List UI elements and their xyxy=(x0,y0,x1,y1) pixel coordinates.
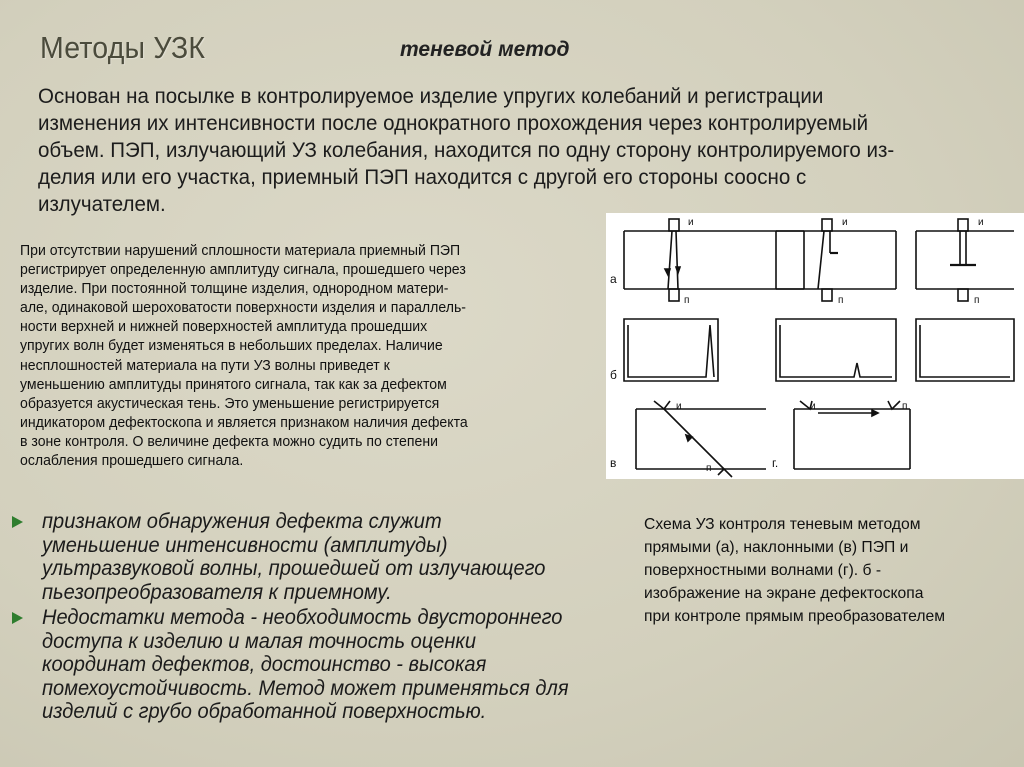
bullet-line: уменьшение интенсивности (амплитуды) xyxy=(42,533,448,557)
beam-a2 xyxy=(818,231,830,289)
body-line: ности верхней и нижней поверхностей амплитуда прошедших xyxy=(20,319,428,336)
bullet-line: признаком обнаружения дефекта служит xyxy=(42,510,442,533)
bullet-arrow-icon xyxy=(12,516,23,528)
label-g: г. xyxy=(772,456,779,470)
label-emitter-g: и xyxy=(810,401,816,412)
screen-b2 xyxy=(776,319,896,381)
label-emitter-a2: и xyxy=(842,217,848,228)
bullet-line: изделий с грубо обработанной поверхностью. xyxy=(42,700,487,723)
bullet-line: помехоустойчивость. Метод может применяться для xyxy=(42,676,569,700)
label-receiver-v: п xyxy=(706,463,712,474)
body-line: индикатором дефектоскопа и является признаком наличия дефекта xyxy=(20,414,468,431)
bullet-text xyxy=(42,510,604,604)
receiver-g xyxy=(888,401,900,409)
bullet-text xyxy=(42,606,604,724)
trace-b2 xyxy=(780,325,892,377)
plate-g xyxy=(794,409,910,469)
receiver-a1 xyxy=(669,289,679,301)
label-receiver-a2: п xyxy=(838,295,844,306)
slide-title: Методы УЗК xyxy=(40,30,206,65)
bullet-line: Недостатки метода - необходимость двустороннего xyxy=(42,606,563,629)
body-line: образуется акустическая тень. Это уменьшение регистрируется xyxy=(20,395,440,412)
label-receiver-a3: п xyxy=(974,295,980,306)
slide-subtitle: теневой метод xyxy=(400,38,570,61)
arrow-v xyxy=(686,435,692,441)
label-a: а xyxy=(610,272,617,286)
label-emitter-v: и xyxy=(676,401,682,412)
screen-b3 xyxy=(916,319,1014,381)
body-line: При отсутствии нарушений сплошности материала приемный ПЭП xyxy=(20,243,461,259)
receiver-a3 xyxy=(958,289,968,301)
arrows-a1 xyxy=(665,267,680,275)
caption-line: прямыми (а), наклонными (в) ПЭП и xyxy=(644,539,909,556)
receiver-a2 xyxy=(822,289,832,301)
bullet-item xyxy=(10,606,630,724)
plate-a3 xyxy=(916,231,1014,289)
body-line: ослабления прошедшего сигнала. xyxy=(20,453,244,470)
label-receiver-g: п xyxy=(902,401,908,412)
caption-line: изображение на экране дефектоскопа xyxy=(644,585,924,602)
bullet-line: доступа к изделию и малая точность оценки xyxy=(42,629,477,653)
body-line: регистрирует определенную амплитуду сигнала, прошедшего через xyxy=(20,262,466,279)
trace-b1 xyxy=(628,325,714,377)
intro-line: Основан на посылке в контролируемое изделие упругих колебаний и регистрации xyxy=(38,84,824,108)
receiver-v xyxy=(718,469,732,477)
arrow-g xyxy=(872,410,878,416)
label-b: б xyxy=(610,368,617,382)
body-line: уменьшению амплитуды принятого сигнала, так как за дефектом xyxy=(20,376,447,393)
ultrasonic-scheme-figure xyxy=(606,213,1024,479)
bullet-line: координат дефектов, достоинство - высокая xyxy=(42,653,487,676)
caption-line: поверхностными волнами (г). б - xyxy=(644,562,882,579)
body-line: в зоне контроля. О величине дефекта можно судить по степени xyxy=(20,433,438,450)
row-b-screens xyxy=(624,319,1014,381)
body-line: несплошностей материала на пути УЗ волны приведет к xyxy=(20,357,390,374)
plate-v xyxy=(636,409,766,469)
emitter-v xyxy=(654,401,670,409)
bullet-item xyxy=(10,510,630,604)
plate-a2-edges xyxy=(776,231,896,289)
emitter-a3 xyxy=(958,219,968,231)
emitter-a1 xyxy=(669,219,679,231)
plate-a1 xyxy=(624,231,804,289)
figure-caption xyxy=(644,513,1016,628)
intro-line: изменения их интенсивности после однократного прохождения через контролируемый xyxy=(38,111,869,135)
bullet-arrow-icon xyxy=(12,612,23,624)
intro-line: делия или его участка, приемный ПЭП находится с другой его стороны соосно с xyxy=(38,165,807,189)
body-line: изделие. При постоянной толщине изделия, однородном матери- xyxy=(20,281,449,298)
beam-a3 xyxy=(960,231,966,265)
label-receiver-a1: п xyxy=(684,295,690,306)
intro-line: излучателем. xyxy=(38,192,166,216)
emitter-a2 xyxy=(822,219,832,231)
beam-v xyxy=(664,409,724,469)
label-v: в xyxy=(610,456,617,470)
caption-line: Схема УЗ контроля теневым методом xyxy=(644,516,921,533)
bullet-line: пьезопреобразователя к приемному. xyxy=(42,580,392,604)
screen-b1 xyxy=(624,319,718,381)
row-a-plates xyxy=(624,219,1014,301)
body-line: але, одинаковой шероховатости поверхности изделия и параллель- xyxy=(20,300,466,317)
body-paragraph xyxy=(20,242,575,471)
bullet-list xyxy=(10,510,630,726)
intro-paragraph xyxy=(38,83,955,218)
trace-b3 xyxy=(920,325,1010,377)
label-emitter-a1: и xyxy=(688,217,694,228)
label-emitter-a3: и xyxy=(978,217,984,228)
plate-a2 xyxy=(774,231,908,289)
bullet-line: ультразвуковой волны, прошедшей от излучающего xyxy=(42,557,546,580)
intro-line: объем. ПЭП, излучающий УЗ колебания, находится по одну сторону контролируемого из- xyxy=(38,138,895,162)
beam-a1 xyxy=(668,231,678,289)
body-line: упругих волн будет изменяться в небольших пределах. Наличие xyxy=(20,338,443,355)
caption-line: при контроле прямым преобразователем xyxy=(644,608,945,625)
